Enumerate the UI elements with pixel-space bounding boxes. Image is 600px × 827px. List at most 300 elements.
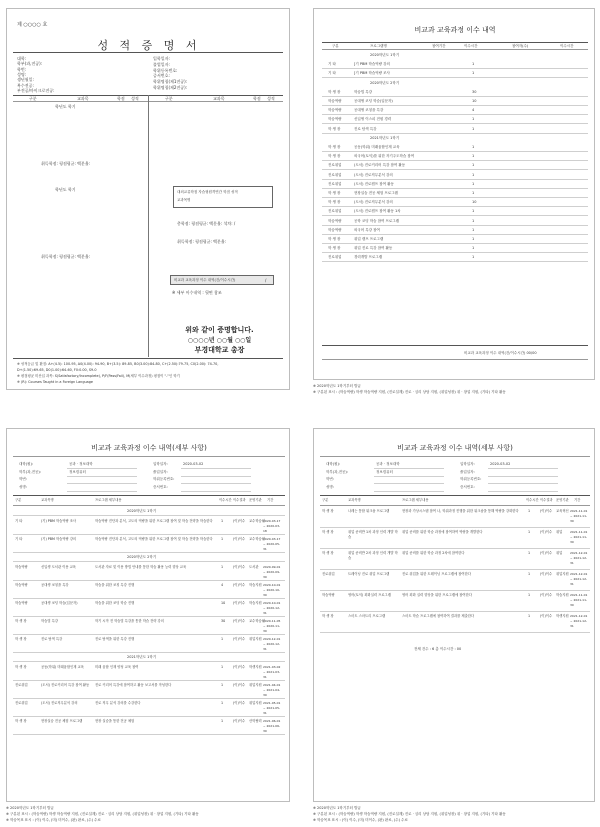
student-field-label: 증서번호: [153, 484, 168, 489]
certify-date: ○○○○년 ○○월 ○○일 [187, 337, 252, 344]
info-underline [181, 483, 251, 484]
program-name-cell: (도서) 진로직무분석 강의 [354, 200, 393, 205]
exchange-box-line-2: 교과목명 [177, 198, 191, 202]
category-cell: 학 생 장 [15, 619, 27, 623]
program-detail-cell: 진로 탐색을 위한 특강 진행 [95, 637, 135, 641]
student-field-label: 졸업일자: [153, 61, 170, 67]
category-cell: 진로취업 [328, 172, 342, 177]
program-name-cell: [기 PBM 학습역량 강의 [354, 62, 390, 67]
institution-cell: 산학협력 [249, 719, 262, 723]
institution-cell: 취업지원 [249, 637, 262, 641]
row-divider [322, 179, 588, 180]
footer-note: D+(1.50):69-65, D0(1.00):64-60, F0:0.00, S9-0 [17, 368, 97, 372]
hours-cell: 1 [472, 154, 475, 159]
institution-cell: 취업지원 [556, 572, 569, 576]
student-field-label: 생년월일: [17, 77, 34, 83]
result-cell: (이)이수 [540, 572, 553, 576]
category-cell: 학 생 장 [15, 665, 27, 669]
category-cell: 진로취업 [328, 163, 342, 168]
info-underline [488, 491, 558, 492]
period-cell: 2020-10-01 ~ 2020-12-31 [263, 601, 281, 615]
program-detail-cell: 현장과 가상시스템 참여 나, 학위과정 진행을 위한 워크숍을 통해 역량을 강화한다 [402, 509, 519, 513]
course-name-cell: 학습법 특강 [41, 619, 58, 623]
column-header: 이수결과 [540, 498, 553, 502]
category-cell: 기 타 [15, 537, 23, 541]
category-cell: 학 생 장 [322, 509, 334, 513]
result-cell: (이)이수 [233, 619, 246, 623]
student-field-value: 공과 · 정보대학 [69, 462, 93, 466]
column-header: 운영기관 [556, 498, 569, 502]
footer-note: ※ 평점평균 미산입 과목: S(Satisfactory/Incomplete), P/F(Pass/Fail), M(세부 이수과정) 평점이 "-"인 학기 [17, 374, 180, 378]
row-divider [13, 534, 285, 535]
hours-cell: 1 [472, 191, 475, 195]
category-cell: 학 생 장 [328, 246, 341, 251]
institution-cell: 학습지원 [556, 593, 569, 597]
row-divider [13, 680, 285, 681]
detail-page-1 [6, 428, 290, 802]
program-name-cell: 외국어(토익)를 위한 자기주도학습 참여 [354, 154, 415, 159]
student-field-value: 정보컴퓨터 [69, 469, 86, 474]
info-underline [488, 468, 558, 469]
hours-cell: 1 [472, 181, 475, 186]
result-cell: (이)이수 [233, 719, 246, 723]
student-field-label: 성명: [17, 71, 27, 77]
column-header: 교과목 [213, 96, 225, 101]
row-divider [322, 197, 588, 198]
transcript-page [6, 8, 290, 390]
row-divider [13, 598, 285, 599]
result-cell: (이)이수 [540, 551, 553, 555]
row-divider [320, 569, 590, 570]
year-label-2: 학년도 학기 [55, 187, 76, 192]
program-name-cell: 학습법 특강 [354, 89, 373, 94]
institution-cell: 학습지원 [249, 601, 262, 605]
column-header: 성적 [267, 96, 275, 101]
category-cell: 학습역량 [328, 227, 342, 232]
exchange-credit-box [173, 186, 273, 208]
course-name-cell: 공대생 코딩 학습(입문자) [41, 601, 78, 605]
summary-total: 비교과 교육과정 이수 내역(건/이수시간) 00/00 [464, 351, 537, 355]
course-name-cell: (기) PBM 학습역량 강의 [41, 537, 77, 541]
row-divider [322, 261, 588, 262]
period-cell: 2020-03-17 ~ 2020-05-31 [263, 537, 281, 551]
course-name-cell: 공동(학위) 미래융합인재 교육 [41, 665, 84, 669]
institution-cell: 도서관 [249, 565, 259, 569]
program-name-cell: 공학 코딩 학습 참여 프로그램 [354, 218, 400, 223]
column-header: 참여자(수) [512, 44, 529, 48]
hours-cell: 1 [472, 62, 475, 67]
result-cell: (이)이수 [233, 665, 246, 669]
period-cell: 2020-12-01 ~ 2020-12-31 [263, 637, 281, 651]
institution-cell: 교수학습원 [249, 519, 265, 523]
category-cell: 학습역량 [15, 565, 28, 569]
program-name-cell: 경력개발 프로그램 [354, 255, 383, 260]
cumulative-2: 취득학점: 평점평균: 백분율: [41, 254, 91, 259]
info-underline [488, 483, 558, 484]
result-cell: (이)이수 [233, 537, 246, 541]
page-title: 성 적 증 명 서 [97, 39, 201, 52]
program-name-cell: (도서) 진로캠프 참여 활동 [354, 181, 394, 186]
hours-cell: 1 [472, 237, 475, 241]
program-name-cell: 취업 진로 특강 참여 활동 [354, 246, 393, 251]
column-header: 학점 [253, 96, 261, 101]
period-cell: 2021-05-01 ~ 2021-05-31 [263, 701, 281, 715]
row-divider [322, 169, 588, 170]
category-cell: 진로취업 [328, 181, 342, 186]
hours-cell: 1 [528, 593, 531, 597]
program-name-cell: 공대생 코딩 학습(입문자) [354, 99, 393, 103]
program-detail-cell: 영어 회화 실력 향상을 위한 프로그램에 참여한다 [402, 593, 472, 597]
hours-cell: 30 [472, 89, 477, 94]
program-name-cell: 신입생 이스피 전원 경력 [354, 117, 392, 122]
category-cell: 학 생 장 [322, 530, 334, 534]
column-header: 프로그램 세부내용 [95, 498, 122, 502]
extracurricular-summary-page [313, 8, 595, 380]
info-underline [374, 491, 444, 492]
summary-title: 비교과 교육과정 이수 내역 [414, 26, 496, 34]
serial-number: 제 ○○○○ 호 [17, 22, 48, 28]
column-header: 성적 [131, 96, 139, 101]
detail-title-1: 비교과 교육과정 이수 내역(세부 사항) [91, 444, 207, 452]
institution-cell: 취업지원 [249, 701, 262, 705]
row-divider [320, 632, 590, 633]
student-field-value: 공과 · 정보대학 [376, 462, 400, 466]
info-underline [181, 476, 251, 477]
student-field-label: 졸업일자: [460, 469, 475, 474]
category-cell: 학습역량 [15, 583, 28, 587]
period-cell: 2021-12-01 ~ 2021-12-31 [570, 572, 588, 586]
period-cell: 2021-12-01 ~ 2021-12-31 [570, 551, 588, 565]
category-cell: 학습역량 [328, 218, 342, 223]
program-name-cell: (도서) 진로캠프 참여 활동 1차 [354, 209, 401, 214]
summary-note-2: ※ 구분된 표시 : (학습역량) 학생 학습역량 지원, (진로설계) 진로 · 심리 상담 지원, (취업성장) 취 · 창업 지원, (기타) 기타 활동 [313, 390, 506, 394]
row-divider [322, 234, 588, 235]
detail-title-2: 비교과 교육과정 이수 내역(세부 사항) [397, 444, 513, 452]
student-field-label: 학번: [17, 66, 27, 72]
column-header: 이수시간 [560, 44, 574, 48]
info-underline [67, 491, 137, 492]
hours-cell: 1 [528, 551, 531, 555]
row-divider [13, 734, 285, 735]
category-cell: 학습역량 [328, 108, 342, 113]
footer-note: ※ (R): Courses Taught in a Foreign Language [17, 380, 93, 384]
info-underline [374, 476, 444, 477]
row-divider [13, 634, 285, 635]
detail2-note-3: ※ 학습목표 표시 : (이) 이수, (미) 미이수, (완) 완료, (수) 수료 [313, 818, 408, 822]
category-cell: 진로취업 [15, 683, 28, 687]
exchange-box-line-1: 대외교류학점 자습형원격연간 학점 성적 [177, 190, 238, 194]
row-divider [13, 661, 285, 662]
result-cell: (이)이수 [233, 601, 246, 605]
column-header: 구분 [15, 498, 22, 502]
hours-cell: 1 [472, 117, 475, 122]
program-detail-cell: 학습역량 진단과 분석, 고도의 역량을 위한 프로그램 참여 및 학습 전략을 학습한다 [95, 519, 213, 523]
institution-cell: 교수학습원 [249, 537, 265, 541]
program-name-cell: (도서) 진로커리어 특강 참여 활동 [354, 163, 406, 168]
row-divider [322, 160, 588, 161]
detail1-note-2: ※ 구분된 표시 : (학습역량) 학생 학습역량 지원, (진로설계) 진로 · 심리 상담 지원, (취업성장) 취 · 창업 지원, (기타) 기타 활동 [6, 812, 199, 816]
period-cell: 2020-03-17 ~ 2020-03-18 [263, 519, 281, 533]
course-name-cell: 나레는 통합 워크숍 프로그램 [348, 509, 390, 513]
info-underline [181, 491, 251, 492]
student-field-label: 입학일자: [153, 462, 168, 466]
row-divider [322, 225, 588, 226]
hours-cell: 1 [528, 509, 531, 513]
semester-label: 2021학년도 1학기 [127, 655, 157, 659]
hours-cell: 1 [472, 172, 475, 177]
student-field-label: 대학: [17, 56, 27, 61]
category-cell: 학 생 장 [322, 551, 334, 555]
result-cell: (이)이수 [233, 683, 246, 687]
cumulative-3: 총학점: 평점평균: 백분율: 석차: / [177, 221, 236, 226]
semester-label: 2020학년도 1학기 [370, 53, 400, 57]
column-header: 이수시간 [526, 498, 539, 502]
program-name-cell: 외국어 특강 참여 [354, 227, 380, 232]
row-divider [322, 206, 588, 207]
result-cell: (이)이수 [233, 565, 246, 569]
student-field-label: 입학일자: [153, 56, 170, 61]
row-divider [13, 580, 285, 581]
program-name-cell: 공대생 코칭을 특강 [354, 108, 384, 113]
column-header: 기간 [574, 498, 581, 502]
category-cell: 기 타 [15, 519, 23, 523]
category-cell: 학습역량 [328, 99, 342, 103]
info-underline [67, 483, 137, 484]
semester-label: 2020학년도 1학기 [127, 509, 157, 513]
program-detail-cell: 현장 실습을 통한 전공 체험 [95, 719, 135, 723]
row-divider [320, 548, 590, 549]
column-header: 교과목명 [41, 498, 54, 502]
institution-cell: 교수학습원 [249, 619, 265, 623]
student-field-label: 성명: [19, 484, 27, 489]
semester-label: 2021학년도 1학기 [370, 135, 400, 140]
category-cell: 학 생 장 [322, 614, 334, 618]
hours-cell: 1 [472, 163, 475, 168]
detail1-note-1: ※ 2020학년도 1학기부터 발급 [6, 806, 54, 810]
hours-cell: 1 [221, 537, 224, 541]
row-divider [322, 77, 588, 78]
hours-cell: 1 [472, 218, 475, 223]
student-field-value: 정보컴퓨터 [376, 469, 393, 474]
period-cell: 2020-09-01 ~ 2020-09-30 [263, 565, 281, 579]
info-underline [374, 483, 444, 484]
program-detail-cell: 취업 준비를 위한 학습 과정 2차에 참여한다 [402, 551, 465, 555]
hours-cell: 10 [472, 200, 477, 205]
program-name-cell: 공동(학위) 미래융합인재 교육 [354, 145, 400, 149]
column-header: 교과목명 [348, 498, 361, 502]
result-cell: (이)이수 [233, 701, 246, 705]
hours-cell: 1 [472, 209, 475, 214]
category-cell: 학 생 장 [328, 154, 341, 159]
category-cell: 진로취업 [322, 572, 335, 576]
category-cell: 기 타 [328, 71, 336, 76]
info-underline [181, 468, 251, 469]
period-cell: 2021-03-02 ~ 2021-03-31 [263, 665, 281, 679]
course-name-cell: 영어(토익) 회화실력 프로그램 [348, 593, 391, 597]
course-name-cell: (도서) 진로커리어 특강 참여 활동 [41, 683, 90, 687]
institution-cell: 학생지원 [556, 614, 569, 618]
course-name-cell: 트레이닝 진로 취업 프로그램 [348, 572, 390, 576]
program-name-cell: 취업 캠프 프로그램 [354, 237, 384, 241]
row-divider [322, 133, 588, 134]
program-name-cell: [기 PBM 학습역량 조사 [354, 71, 390, 76]
semester-label: 2020학년도 2학기 [370, 80, 400, 85]
category-cell: 학습역량 [328, 117, 342, 122]
course-name-cell: 스마트 스마트리 프로그램 [348, 614, 386, 618]
program-detail-cell: 학습역량 진단과 분석, 고도의 역량을 위한 프로그램 참여 및 학습 전략을 학습한다 [95, 537, 213, 541]
row-divider [13, 716, 285, 717]
institution-cell: 취업 [556, 530, 563, 534]
hours-cell: 1 [528, 530, 531, 534]
extracurricular-note: ※ 세부 이수내역 : 뒷면 참조 [172, 290, 222, 295]
period-cell: 2021-12-01 ~ 2021-12-31 [570, 614, 588, 628]
column-header: 기간 [267, 498, 274, 502]
student-field-label: 대학(원): [19, 462, 34, 466]
column-header: 참여기간 [432, 44, 446, 48]
column-header: 교과목 [77, 96, 89, 101]
program-detail-cell: 학습을 위한 코딩 학습 진행 [95, 601, 135, 605]
category-cell: 진로취업 [328, 255, 342, 260]
detail-total: 전체 건수 : 6 총 이수시간 : 00 [414, 647, 462, 651]
result-cell: (이)이수 [540, 593, 553, 597]
student-field-label: 복수전공: [17, 82, 34, 88]
student-field-label: 학부(과,전공): [326, 469, 348, 474]
column-header: 이수시간 [464, 44, 478, 48]
row-divider [322, 243, 588, 244]
detail2-note-2: ※ 구분된 표시 : (학습역량) 학생 학습역량 지원, (진로설계) 진로 · 심리 상담 지원, (취업성장) 취 · 창업 지원, (기타) 기타 활동 [313, 812, 506, 816]
row-divider [13, 515, 285, 516]
info-underline [488, 476, 558, 477]
course-name-cell: 취업 준비반 1차 과정 인력 개발 학습 [348, 530, 398, 539]
year-label-1: 학년도 학기 [55, 104, 76, 109]
hours-cell: 10 [221, 601, 226, 605]
result-cell: (이)이수 [540, 530, 553, 534]
category-cell: 학 생 장 [15, 719, 27, 723]
program-name-cell: 진로 탐색 특강 [354, 126, 377, 131]
program-detail-cell: 스마트 학습 프로그램에 참여하여 결과를 제출한다 [402, 614, 475, 618]
student-field-label: 증서번호: [460, 484, 475, 489]
student-field-label: 대학(원): [326, 462, 341, 466]
student-field-label: 학번: [326, 477, 334, 481]
student-field-label: 학위등록번호: [153, 67, 178, 73]
extracurricular-summary-box [170, 275, 274, 285]
result-cell: (이)이수 [540, 614, 553, 618]
period-cell: 2021-06-01 ~ 2021-06-30 [263, 719, 281, 733]
column-header: 학점 [117, 96, 125, 101]
category-cell: 학습역량 [322, 593, 335, 597]
row-divider [13, 552, 285, 553]
row-divider [13, 652, 285, 653]
cumulative-1: 취득학점: 평점평균: 백분율: [41, 161, 91, 166]
column-header: 프로그램명 [370, 44, 387, 48]
semester-label: 2020학년도 2학기 [127, 555, 157, 559]
row-divider [322, 123, 588, 124]
hours-cell: 1 [221, 683, 224, 687]
program-detail-cell: 진로 직무 분석 강의를 수강한다 [95, 701, 141, 705]
period-cell: 2021-11-01 ~ 2021-11-30 [570, 530, 588, 544]
program-detail-cell: 취업 준비를 위한 학습 과정에 참여하여 역량을 개발한다 [402, 530, 483, 534]
row-divider [13, 561, 285, 562]
row-divider [322, 105, 588, 106]
course-name-cell: 취업 준비반 2차 과정 인력 개발 학습 [348, 551, 398, 560]
hours-cell: 1 [221, 565, 224, 569]
hours-cell: 1 [472, 255, 475, 260]
column-header: 구분 [165, 96, 173, 101]
detail1-note-3: ※ 학습목표 표시 : (이) 이수, (미) 미이수, (완) 완료, (수) 수료 [6, 818, 101, 822]
institution-cell: 교육혁신 [556, 509, 569, 513]
student-field-label: 부전공/마이크로전공: [17, 87, 55, 93]
category-cell: 학습역량 [15, 601, 28, 605]
student-field-label: 학위등록번호: [460, 477, 482, 481]
student-field-label: 학위명칭(제2전공): [153, 85, 188, 90]
row-divider [322, 114, 588, 115]
cumulative-4: 취득학점: 평점평균: 백분율: [177, 239, 227, 244]
column-header: 이수결과 [233, 498, 246, 502]
hours-cell: 1 [221, 719, 224, 723]
hours-cell: 4 [221, 583, 224, 587]
info-underline [67, 476, 137, 477]
institution-cell: 취업 [556, 551, 563, 555]
program-detail-cell: 학기 시작 전 학습법 특강을 통한 학습 전략 강의 [95, 619, 164, 623]
student-field-label: 입학일자: [460, 462, 475, 466]
row-divider [320, 611, 590, 612]
category-cell: 학 생 장 [328, 237, 341, 241]
footer-note: ※ 성적등급 및 환점: A+(4.5): 100-95, A0(4.00): 94-90, B+(3.5): 89-85, B0(3.00):84-80, C+(2.50):79-75, C0(2.00): 74-70, [17, 362, 219, 366]
result-cell: (이)이수 [233, 519, 246, 523]
extracurricular-summary-slash: / [265, 278, 267, 283]
hours-cell: 1 [472, 227, 475, 232]
result-cell: (이)이수 [540, 509, 553, 513]
hours-cell: 1 [528, 614, 531, 618]
hours-cell: 1 [472, 126, 475, 131]
program-detail-cell: 진로 취업을 위한 트레이닝 프로그램에 참여한다 [402, 572, 471, 576]
detail2-note-1: ※ 2020학년도 1학기부터 발급 [313, 806, 361, 810]
column-header: 구분 [332, 44, 339, 48]
column-header: 구분 [322, 498, 329, 502]
category-cell: 기 타 [328, 62, 336, 67]
result-cell: (이)이수 [233, 583, 246, 587]
hours-cell: 1 [221, 701, 224, 705]
category-cell: 진로취업 [328, 209, 342, 214]
summary-note-1: ※ 2020학년도 1학기부터 발급 [313, 384, 361, 388]
course-name-cell: 진로 탐색 특강 [41, 637, 63, 641]
course-name-cell: 공대생 코칭을 특강 [41, 583, 69, 587]
detail-page-2 [313, 428, 595, 802]
institution-cell: 학생지원 [249, 665, 262, 669]
category-cell: 학 생 장 [328, 145, 341, 149]
student-field-label: 졸업일자: [153, 469, 168, 474]
course-name-cell: (도서) 진로직무분석 강의 [41, 701, 78, 705]
period-cell: 2021-11-01 ~ 2021-11-30 [570, 593, 588, 607]
row-divider [322, 68, 588, 69]
program-name-cell: (도서) 진로직무분석 강의 [354, 172, 393, 177]
hours-cell: 4 [472, 108, 475, 113]
column-header: 운영기관 [249, 498, 262, 502]
period-cell: 2020-10-01 ~ 2020-10-30 [263, 583, 281, 597]
course-name-cell: (기) PBM 학습역량 조사 [41, 519, 77, 523]
hours-cell: 1 [221, 665, 224, 669]
hours-cell: 1 [472, 246, 475, 251]
hours-cell: 1 [528, 572, 531, 576]
period-cell: 2021-04-01 ~ 2021-04-30 [263, 683, 281, 697]
column-header: 이수시간 [219, 498, 232, 502]
student-field-label: 증서번호: [153, 73, 170, 79]
program-detail-cell: 미래 융합 인재 양성 교육 참여 [95, 665, 139, 669]
certify-statement: 위와 같이 증명합니다. [185, 326, 254, 334]
column-header: 구분 [29, 96, 37, 101]
row-divider [322, 96, 588, 97]
extracurricular-summary-label: 비교과 교육과정 이수 내역(건/이수시간) [174, 278, 236, 282]
